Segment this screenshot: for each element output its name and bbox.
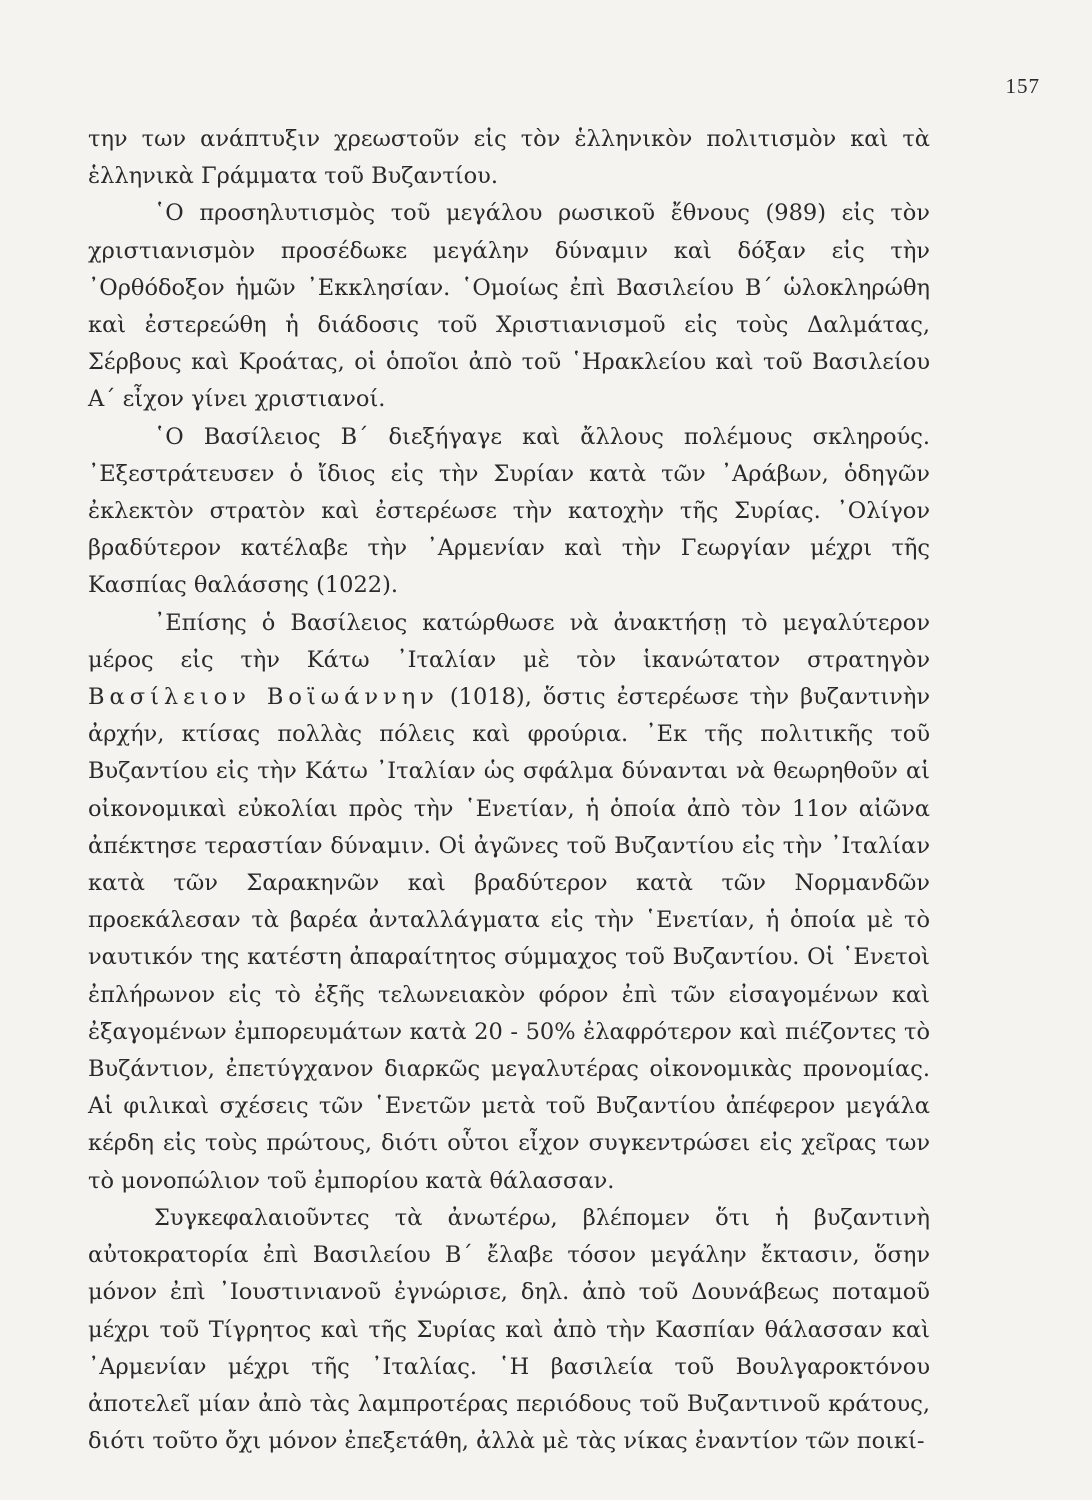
page-number: 157 <box>1005 74 1040 98</box>
paragraph-4-part-2: (1018), ὅστις ἐστερέωσε τὴν βυζαντινὴν ἀρχήν, κτίσας πολλὰς πόλεις καὶ φρούρια. ᾿Εκ τῆς πολιτικῆς τοῦ Βυζαντίου εἰς τὴν Κάτω ᾿Ιταλίαν ὡς σφάλμα δύνανται νὰ θεωρηθοῦν αἱ οἰκονομικαὶ εὐκολίαι πρὸς τὴν ῾Ενετίαν, ἡ ὁποία ἀπὸ τὸν 11ον αἰῶνα ἀπέκτησε τεραστίαν δύναμιν. Οἱ ἀγῶνες τοῦ Βυζαντίου εἰς τὴν ᾿Ιταλίαν κατὰ τῶν Σαρακηνῶν καὶ βραδύτερον κατὰ τῶν Νορμανδῶν προεκάλεσαν τὰ βαρέα ἀνταλλάγματα εἰς τὴν ῾Ενετίαν, ἡ ὁποία μὲ τὸ ναυτικόν της κατέστη ἀπαραίτητος σύμμαχος τοῦ Βυζαντίου. Οἱ ῾Ενετοὶ ἐπλήρωνον εἰς τὸ ἐξῆς τελωνειακὸν φόρον ἐπὶ τῶν εἰσαγομένων καὶ ἐξαγομένων ἐμπορευμάτων κατὰ 20 - 50% ἐλαφρότερον καὶ πιέζοντες τὸ Βυζάντιον, ἐπετύγχανον διαρκῶς μεγαλυτέρας οἰκονομικὰς προνομίας. Αἱ φιλικαὶ σχέσεις τῶν ῾Ενετῶν μετὰ τοῦ Βυζαντίου ἀπέφερον μεγάλα κέρδη εἰς τοὺς πρώτους, διότι οὗτοι εἶχον συγκεντρώσει εἰς χεῖρας των τὸ μονοπώλιον τοῦ ἐμπορίου κατὰ θάλασσαν. <box>88 684 930 1194</box>
paragraph-4-part-1: ᾿Επίσης ὁ Βασίλειος κατώρθωσε νὰ ἀνακτήσῃ τὸ μεγαλύτερον μέρος εἰς τὴν Κάτω ᾿Ιταλίαν μὲ τὸν ἱκανώτατον στρατηγὸν <box>88 609 930 673</box>
body-text <box>88 121 930 1460</box>
paragraph-3: ῾Ο Βασίλειος Β΄ διεξήγαγε καὶ ἄλλους πολέμους σκληρούς. ᾿Εξεστράτευσεν ὁ ἴδιος εἰς τὴν Συρίαν κατὰ τῶν ᾿Αράβων, ὁδηγῶν ἐκλεκτὸν στρατὸν καὶ ἐστερέωσε τὴν κατοχὴν τῆς Συρίας. ᾿Ολίγον βραδύτερον κατέλαβε τὴν ᾿Αρμενίαν καὶ τὴν Γεωργίαν μέχρι τῆς Κασπίας θαλάσσης (1022). <box>88 423 930 599</box>
paragraph-1: την των ανάπτυξιν χρεωστοῦν εἰς τὸν ἑλληνικὸν πολιτισμὸν καὶ τὰ ἑλληνικὰ Γράμματα τοῦ Βυζαντίου. <box>88 126 930 190</box>
spaced-name: Βασίλειον Βοϊωάννην <box>88 684 439 711</box>
paragraph-4 <box>88 605 930 1200</box>
paragraph-2: ῾Ο προσηλυτισμὸς τοῦ μεγάλου ρωσικοῦ ἔθνους (989) εἰς τὸν χριστιανισμὸν προσέδωκε μεγάλην δύναμιν καὶ δόξαν εἰς τὴν ᾿Ορθόδοξον ἡμῶν ᾿Εκκλησίαν. ῾Ομοίως ἐπὶ Βασιλείου Β΄ ὡλοκληρώθη καὶ ἐστερεώθη ἡ διάδοσις τοῦ Χριστιανισμοῦ εἰς τοὺς Δαλμάτας, Σέρβους καὶ Κροάτας, οἱ ὁποῖοι ἀπὸ τοῦ ῾Ηρακλείου καὶ τοῦ Βασιλείου Α΄ εἶχον γίνει χριστιανοί. <box>88 200 930 413</box>
paragraph-5: Συγκεφαλαιοῦντες τὰ ἀνωτέρω, βλέπομεν ὅτι ἡ βυζαντινὴ αὐτοκρατορία ἐπὶ Βασιλείου Β΄ ἔλαβε τόσον μεγάλην ἔκτασιν, ὅσην μόνον ἐπὶ ᾿Ιουστινιανοῦ ἐγνώρισε, δηλ. ἀπὸ τοῦ Δουνάβεως ποταμοῦ μέχρι τοῦ Τίγρητος καὶ τῆς Συρίας καὶ ἀπὸ τὴν Κασπίαν θάλασσαν καὶ ᾿Αρμενίαν μέχρι τῆς ᾿Ιταλίας. ῾Η βασιλεία τοῦ Βουλγαροκτόνου ἀποτελεῖ μίαν ἀπὸ τὰς λαμπροτέρας περιόδους τοῦ Βυζαντινοῦ κράτους, διότι τοῦτο ὄχι μόνον ἐπεξετάθη, ἀλλὰ μὲ τὰς νίκας ἐναντίον τῶν ποικί- <box>88 1204 930 1455</box>
